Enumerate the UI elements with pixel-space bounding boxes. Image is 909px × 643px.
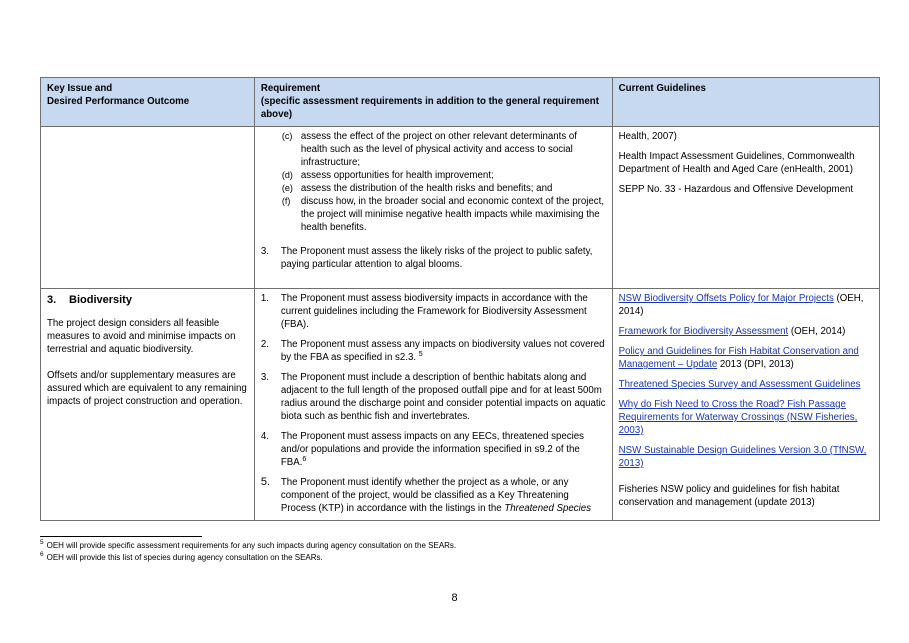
guideline-entry: Fisheries NSW policy and guidelines for fish habitat conservation and management (update 2013) [618,484,840,508]
health-requirements-cell [254,127,612,289]
footnotes [40,540,456,564]
page-number: 8 [451,592,458,604]
guideline-link[interactable]: Framework for Biodiversity Assessment [618,326,789,337]
biodiversity-key-issue-cell [41,289,255,521]
footnote: $^6$ OEH will provide this list of species during agency consultation on the SEARs. [40,551,323,562]
health-item-3 [261,245,606,271]
table-header-row [41,78,880,127]
health-sub-items [261,130,606,234]
list-item: 4. The Proponent must assess impacts on any EECs, threatened species and/or populations and provide the information specified in s9.2 of the FBA.$^6$ [260,431,585,468]
section-heading: 3. Biodiversity [47,294,132,306]
biodiversity-requirements-cell [254,289,612,521]
table-row-health [41,127,880,289]
guideline-link[interactable]: Threatened Species Survey and Assessment Guidelines [618,379,861,390]
guideline-entry [619,398,873,437]
footnote-ref: 6 [302,455,307,463]
outcome-paragraph: Offsets and/or supplementary measures are assured which are equivalent to any remaining impacts of project construction and operation. [47,370,247,407]
guideline-text: Health, 2007) [618,131,677,142]
health-guidelines-cell [612,127,879,289]
footnote-ref: 5 [418,350,423,358]
guideline-link[interactable]: Policy and Guidelines for Fish Habitat Conservation and Management – Update [618,346,859,370]
guideline-text: SEPP No. 33 - Hazardous and Offensive Development [618,184,854,195]
header-current-guidelines: Current Guidelines [612,78,879,127]
guideline-link[interactable]: NSW Biodiversity Offsets Policy for Major Projects [618,293,834,304]
outcome-paragraph: The project design considers all feasible measures to avoid and minimise impacts on terrestrial and aquatic biodiversity. [47,318,236,355]
list-item: 3. The Proponent must include a description of benthic habitats along and adjacent to the full length of the proposed outfall pipe and for at least 500m radius around the discharge point and consider potential impacts on aquatic biota such as benthic fish and invertebrates. [260,372,606,422]
table-row-biodiversity [41,289,880,521]
list-item: 2. The Proponent must assess any impacts on biodiversity values not covered by the FBA as specified in s2.3. $^5$ [260,339,605,363]
guideline-entry: Policy and Guidelines for Fish Habitat Conservation and Management – Update 2013 (DPI, 2013) [618,346,859,370]
list-item: (c) assess the effect of the project on other relevant determinants of health such as the level of physical activity and access to social infrastructure; [281,131,577,168]
footnote: $^5$ OEH will provide specific assessment requirements for any such impacts during agency consultation on the SEARs. [40,539,457,550]
health-key-issue-cell [41,127,255,289]
biodiversity-guidelines-cell [612,289,879,521]
list-item: 1. The Proponent must assess biodiversity impacts in accordance with the current guidelines including the Framework for Biodiversity Assessment (FBA). [260,293,588,330]
list-item: (e) assess the distribution of the health risks and benefits; and [281,183,553,194]
guideline-entry [619,378,873,391]
biodiversity-requirements-list [261,292,606,515]
guideline-entry: Framework for Biodiversity Assessment (OEH, 2014) [618,326,846,337]
list-item: 3. The Proponent must assess the likely risks of the project to public safety, paying particular attention to algal blooms. [260,246,593,270]
guideline-entry: NSW Biodiversity Offsets Policy for Major Projects (OEH, 2014) [618,293,864,317]
guideline-text: Health Impact Assessment Guidelines, Commonwealth Department of Health and Aged Care (enHealth, 2001) [618,151,855,175]
footnote-separator [40,536,202,537]
guideline-link[interactable]: Why do Fish Need to Cross the Road? Fish Passage Requirements for Waterway Crossings (NSW Fisheries, 2003) [618,399,858,436]
requirements-table [40,77,880,521]
guideline-link[interactable]: NSW Sustainable Design Guidelines Version 3.0 (TfNSW, 2013) [618,445,867,469]
list-item: (f) discuss how, in the broader social and economic context of the project, the project will minimise negative health impacts while maximising the health benefits. [281,196,605,233]
header-requirement: Requirement (specific assessment requirements in addition to the general requirement above) [254,78,612,127]
header-key-issue: Key Issue and Desired Performance Outcome [41,78,255,127]
list-item: 5. The Proponent must identify whether the project as a whole, or any component of the project, would be classified as a Key Threatening Process (KTP) in accordance with the listings in the Threatened Species [260,476,592,514]
list-item: (d) assess opportunities for health improvement; [281,170,494,181]
guideline-entry [619,444,873,470]
